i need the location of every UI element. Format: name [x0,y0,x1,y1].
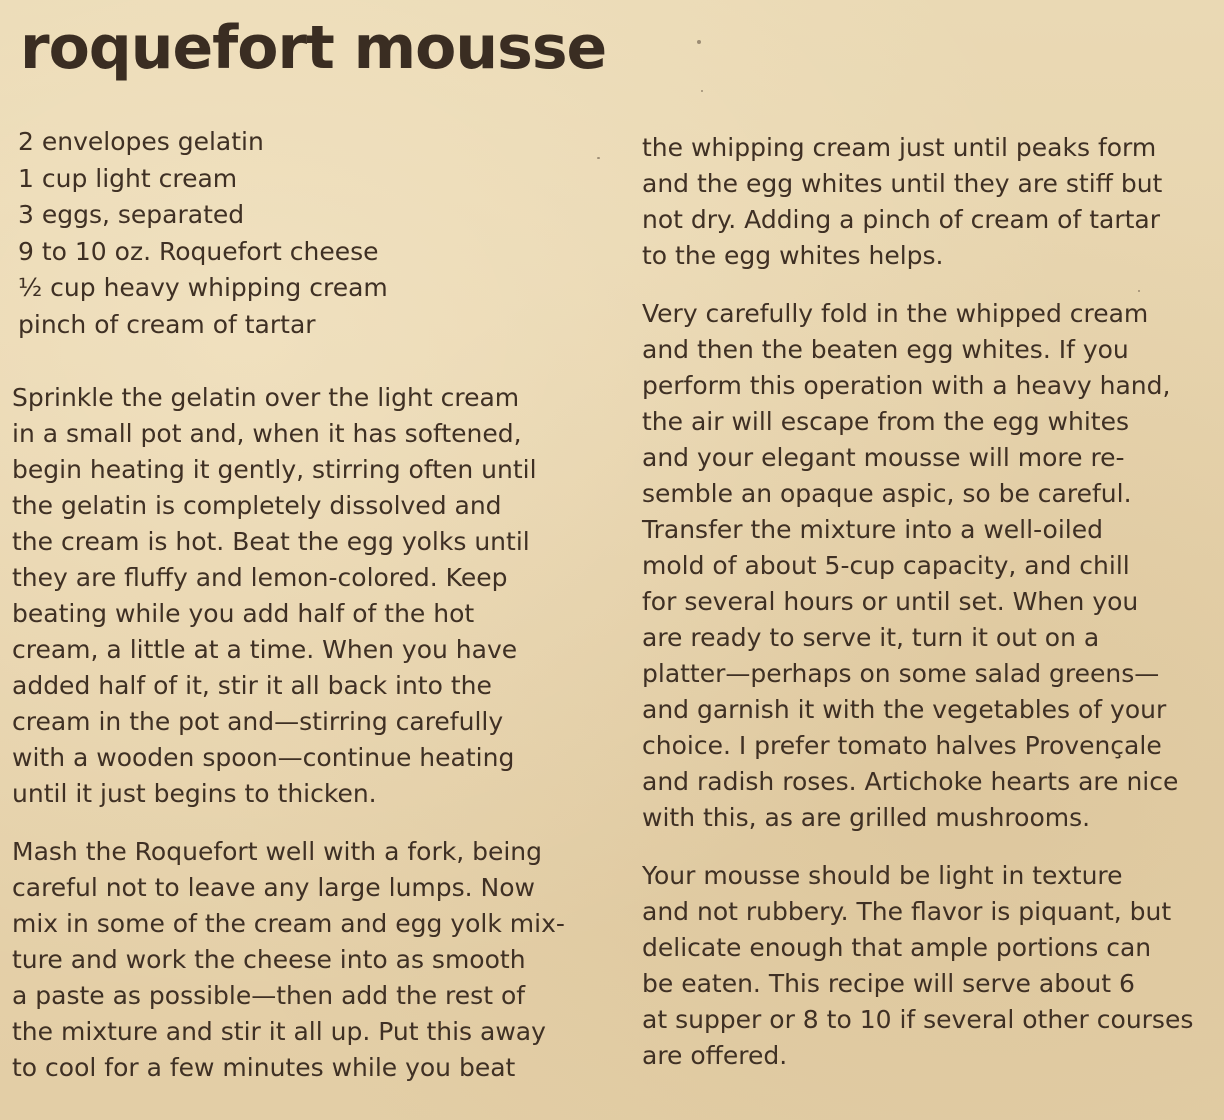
text-line: cream in the pot and—stirring carefully [12,707,504,736]
text-line: mix in some of the cream and egg yolk mix- [12,909,565,938]
text-line: cream, a little at a time. When you have [12,635,518,664]
text-line: Transfer the mixture into a well-oiled [642,515,1103,544]
text-line: the cream is hot. Beat the egg yolks until [12,527,530,556]
text-line: the gelatin is completely dissolved and [12,491,502,520]
text-line: and the egg whites until they are stiff but [642,169,1163,198]
text-line: with a wooden spoon—continue heating [12,743,515,772]
text-line: are ready to serve it, turn it out on a [642,623,1100,652]
ingredient-item: 3 eggs, separated [18,200,245,229]
text-line: and not rubbery. The flavor is piquant, but [642,897,1172,926]
text-line: to the egg whites helps. [642,241,944,270]
text-line: for several hours or until set. When you [642,587,1139,616]
text-line: Your mousse should be light in texture [642,861,1123,890]
text-line: at supper or 8 to 10 if several other courses [642,1005,1194,1034]
text-line: are offered. [642,1041,788,1070]
paper-speck [597,157,600,159]
text-line: and radish roses. Artichoke hearts are nice [642,767,1179,796]
text-line: in a small pot and, when it has softened, [12,419,522,448]
ingredient-item: ½ cup heavy whipping cream [18,273,388,302]
text-line: a paste as possible—then add the rest of [12,981,526,1010]
left-text-column [12,380,580,1086]
text-line: until it just begins to thicken. [12,779,377,808]
ingredient-item: pinch of cream of tartar [18,309,316,339]
ingredient-item: 9 to 10 oz. Roquefort cheese [18,236,379,266]
instructions-paragraph-4 [642,296,1218,836]
text-line: added half of it, stir it all back into the [12,671,492,700]
text-line: be eaten. This recipe will serve about 6 [642,969,1135,998]
recipe-title: roquefort mousse [20,13,607,83]
text-line: Sprinkle the gelatin over the light cream [12,383,520,412]
text-line: not dry. Adding a pinch of cream of tartar [642,205,1160,234]
text-line: ture and work the cheese into as smooth [12,945,526,974]
text-line: begin heating it gently, stirring often until [12,455,537,484]
ingredient-item: 1 cup light cream [18,163,238,193]
text-line: they are fluffy and lemon-colored. Keep [12,563,508,592]
text-line: the mixture and stir it all up. Put this away [12,1017,546,1046]
right-text-column [642,130,1218,1074]
text-line: and then the beaten egg whites. If you [642,335,1129,364]
ingredients-list [18,124,598,343]
text-line: to cool for a few minutes while you beat [12,1053,516,1082]
text-line: with this, as are grilled mushrooms. [642,803,1091,832]
text-line: semble an opaque aspic, so be careful. [642,479,1132,508]
text-line: beating while you add half of the hot [12,599,475,628]
text-line: the air will escape from the egg whites [642,407,1129,436]
ingredient-item: 2 envelopes gelatin [18,127,264,156]
serving-notes-paragraph [642,858,1218,1074]
text-line: and your elegant mousse will more re- [642,443,1125,472]
paper-speck [1138,290,1140,292]
instructions-paragraph-2 [12,834,580,1086]
text-line: platter—perhaps on some salad greens— [642,659,1160,688]
text-line: mold of about 5-cup capacity, and chill [642,551,1130,580]
text-line: Very carefully fold in the whipped cream [642,299,1149,328]
paper-speck [701,90,703,92]
instructions-paragraph-1 [12,380,580,812]
text-line: and garnish it with the vegetables of your [642,695,1167,724]
instructions-paragraph-3 [642,130,1218,274]
text-line: Mash the Roquefort well with a fork, being [12,837,543,866]
text-line: careful not to leave any large lumps. Now [12,873,535,902]
text-line: perform this operation with a heavy hand, [642,371,1171,400]
paper-speck [697,40,701,44]
text-line: the whipping cream just until peaks form [642,133,1157,162]
text-line: delicate enough that ample portions can [642,933,1152,962]
text-line: choice. I prefer tomato halves Provençale [642,731,1162,760]
